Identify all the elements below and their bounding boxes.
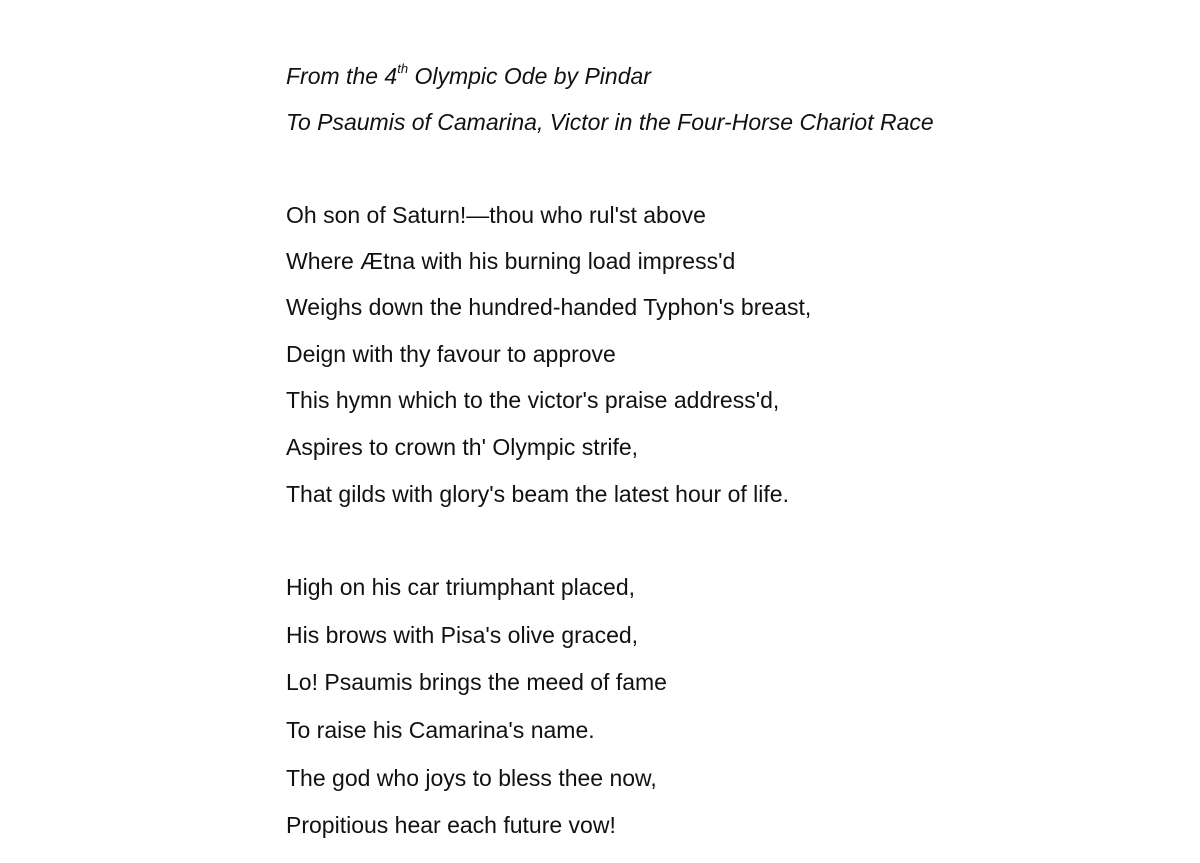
stanza2-line-4: To raise his Camarina's name. xyxy=(286,717,595,743)
stanza1-line-6: Aspires to crown th' Olympic strife, xyxy=(286,434,639,460)
source-prefix: From the 4 xyxy=(286,63,398,89)
stanza1-line-7: That gilds with glory's beam the latest hour of life. xyxy=(286,481,789,507)
stanza2-line-5: The god who joys to bless thee now, xyxy=(286,765,657,791)
stanza2-line-1: High on his car triumphant placed, xyxy=(286,574,636,600)
stanza1-line-1: Oh son of Saturn!—thou who rul'st above xyxy=(286,202,706,228)
poem-subtitle: To Psaumis of Camarina, Victor in the Four-Horse Chariot Race xyxy=(286,109,934,135)
stanza1-line-4: Deign with thy favour to approve xyxy=(286,341,616,367)
stanza1-line-3: Weighs down the hundred-handed Typhon's breast, xyxy=(286,294,812,320)
source-rest: Olympic Ode by Pindar xyxy=(408,63,651,89)
stanza2-line-3: Lo! Psaumis brings the meed of fame xyxy=(286,669,667,695)
stanza2-line-2: His brows with Pisa's olive graced, xyxy=(286,622,639,648)
ordinal-suffix: th xyxy=(397,61,409,77)
source-heading xyxy=(286,62,651,90)
stanza2-line-6: Propitious hear each future vow! xyxy=(286,812,616,838)
stanza1-line-2: Where Ætna with his burning load impress'd xyxy=(286,248,736,274)
document-page xyxy=(286,0,1200,863)
stanza1-line-5: This hymn which to the victor's praise address'd, xyxy=(286,387,780,413)
